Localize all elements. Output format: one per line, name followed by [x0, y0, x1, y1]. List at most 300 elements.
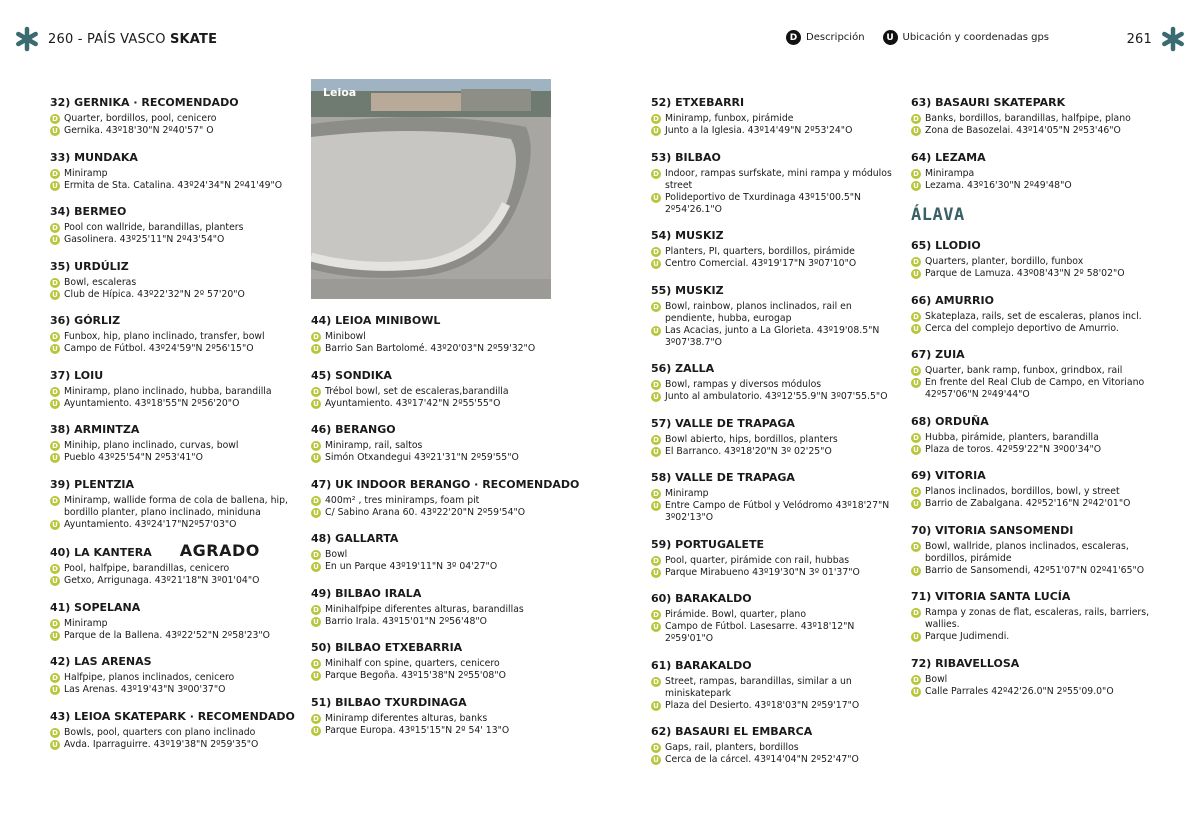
spot-description — [50, 222, 290, 234]
spot-location-text: Pueblo 43º25'54"N 2º53'41"O — [64, 452, 203, 463]
spot-description — [911, 365, 1171, 377]
spot-title-text: 69) VITORIA — [911, 469, 986, 482]
spot-description-text: Halfpipe, planos inclinados, cenicero — [64, 672, 235, 683]
spot-title — [50, 423, 290, 437]
spot-title-text: 53) BILBAO — [651, 150, 721, 164]
location-icon: U — [50, 290, 60, 300]
spot-location-text: C/ Sabino Arana 60. 43º22'20"N 2º59'54"O — [325, 506, 526, 518]
spot-entry — [911, 348, 1171, 401]
spot-description — [651, 168, 896, 192]
description-icon: D — [311, 332, 321, 342]
spot-entry — [911, 294, 1171, 335]
spot-location-text: Centro Comercial. 43º19'17"N 3º07'10"O — [665, 258, 857, 269]
spot-title-text: 59) PORTUGALETE — [651, 537, 765, 551]
spot-title — [311, 532, 551, 546]
spot-location-text: Parque Judimendi. — [925, 631, 1010, 642]
spot-description-text: Pool con wallride, barandillas, planters — [64, 222, 244, 233]
spot-title-text: 58) VALLE DE TRAPAGA — [651, 471, 795, 484]
location-icon: U — [911, 324, 921, 334]
spot-description — [651, 379, 896, 391]
description-icon: D — [50, 332, 60, 342]
spot-location — [911, 125, 1171, 137]
spot-title — [651, 725, 896, 739]
spot-location-text: Ayuntamiento. 43º17'42"N 2º55'55"O — [325, 397, 501, 409]
spot-description-text: Indoor, rampas surfskate, mini rampa y módulos street — [665, 167, 892, 191]
spot-location — [911, 498, 1171, 510]
spot-description — [311, 713, 551, 725]
spot-title-text: 60) BARAKALDO — [651, 592, 752, 605]
location-icon: U — [50, 399, 60, 409]
location-icon: U — [651, 701, 661, 711]
spot-description — [911, 432, 1171, 444]
description-icon: D — [651, 556, 661, 566]
spot-entry — [311, 369, 551, 410]
spot-title-text: 32) GERNIKA · RECOMENDADO — [50, 96, 239, 109]
spot-title-text: 36) GÓRLIZ — [50, 314, 121, 327]
spot-location — [651, 567, 896, 579]
spot-entry — [651, 362, 896, 403]
spot-description-text: Miniramp, rail, saltos — [325, 440, 423, 451]
spot-description-text: Minihalfpipe diferentes alturas, barandillas — [325, 603, 524, 615]
spot-description-text: Funbox, hip, plano inclinado, transfer, bowl — [64, 331, 265, 342]
location-icon: U — [311, 344, 321, 354]
spot-entry — [911, 657, 1171, 698]
column-1 — [50, 96, 295, 764]
spot-location — [651, 391, 896, 403]
location-icon: U — [651, 126, 661, 136]
spot-description — [911, 168, 1171, 180]
location-icon: U — [311, 617, 321, 627]
spot-location — [651, 446, 896, 458]
spot-title — [651, 592, 896, 606]
location-icon: U — [651, 193, 661, 203]
description-icon: D — [50, 114, 60, 124]
spot-title — [50, 96, 290, 110]
spot-location — [50, 452, 290, 464]
spot-description-text: Bowl, escaleras — [64, 276, 137, 288]
region-heading-alava: ÁLAVA — [911, 205, 965, 225]
spot-description — [911, 674, 1171, 686]
spot-title-text: 35) URDÚLIZ — [50, 259, 129, 273]
description-icon: D — [651, 169, 661, 179]
spot-location — [651, 325, 896, 349]
spot-location-text: Las Arenas. 43º19'43"N 3º00'37"O — [64, 684, 226, 695]
spot-location — [50, 234, 290, 246]
spot-entry — [311, 477, 580, 519]
location-icon: U — [911, 378, 921, 388]
spot-entry — [911, 469, 1171, 510]
spot-description — [651, 301, 896, 325]
location-icon: U — [911, 632, 921, 642]
spot-entry — [911, 590, 1171, 643]
spot-location — [911, 565, 1171, 577]
spot-location — [651, 754, 896, 766]
description-icon: D — [651, 743, 661, 753]
spot-location-text: Parque de Lamuza. 43º08'43"N 2º 58'02"O — [925, 268, 1125, 279]
spot-title — [311, 314, 551, 328]
spot-title-text: 38) ARMINTZA — [50, 423, 140, 436]
spot-title — [651, 471, 896, 485]
spot-entry — [911, 96, 1171, 137]
spot-location — [50, 684, 290, 696]
description-icon: D — [911, 542, 921, 552]
spot-description — [50, 727, 290, 739]
spot-title-text: 33) MUNDAKA — [50, 150, 138, 164]
spot-location — [50, 630, 290, 642]
spot-description-text: Planters, PI, quarters, bordillos, pirámide — [665, 246, 855, 257]
spot-title — [50, 478, 290, 492]
spot-title — [911, 590, 1171, 604]
spot-description-text: Miniramp, wallide forma de cola de ballena, hip, bordillo planter, plano inclinado, miniduna — [64, 494, 288, 518]
spot-title — [50, 205, 290, 219]
description-icon: D — [911, 114, 921, 124]
legend-location-label: Ubicación y coordenadas gps — [902, 32, 1050, 43]
spot-entry — [651, 592, 896, 645]
spot-description-text: 400m² , tres miniramps, foam pit — [325, 494, 480, 506]
spot-title — [50, 260, 290, 274]
header-right — [1127, 24, 1186, 54]
spot-description-text: Bowls, pool, quarters con plano inclinado — [64, 726, 256, 738]
spot-title — [911, 294, 1171, 308]
description-icon: D — [911, 675, 921, 685]
description-icon: D — [50, 496, 60, 506]
snowflake-icon — [1160, 26, 1186, 52]
location-icon: U — [651, 568, 661, 578]
description-icon: D — [311, 441, 321, 451]
location-icon: U — [911, 269, 921, 279]
spot-location-text: Zona de Basozelai. 43º14'05"N 2º53'46"O — [925, 125, 1121, 136]
spot-title-text: 47) UK INDOOR BERANGO · RECOMENDADO — [311, 477, 580, 491]
description-icon: D — [311, 387, 321, 397]
spot-title-text: 65) LLODIO — [911, 239, 981, 252]
spot-description — [50, 618, 290, 630]
spot-entry — [311, 696, 551, 737]
spot-title — [651, 229, 896, 243]
description-icon: D — [311, 659, 321, 669]
spot-title — [50, 369, 290, 383]
description-icon: D — [651, 380, 661, 390]
spot-entry — [311, 587, 551, 628]
spot-description — [651, 742, 896, 754]
spot-location-text: Polideportivo de Txurdinaga 43º15'00.5"N 2º54'26.1"O — [665, 191, 861, 215]
location-icon: U — [311, 671, 321, 681]
description-icon: D — [50, 387, 60, 397]
location-icon: U — [911, 126, 921, 136]
spot-location — [50, 125, 290, 137]
description-icon: D — [50, 223, 60, 233]
spot-title — [50, 601, 290, 615]
spot-description — [911, 113, 1171, 125]
spot-location-text: Parque Mirabueno 43º19'30"N 3º 01'37"O — [665, 566, 860, 578]
description-icon: D — [911, 608, 921, 618]
spot-entry — [911, 524, 1171, 577]
spot-location-text: Barrio Irala. 43º15'01"N 2º56'48"O — [325, 615, 487, 627]
description-icon: D — [911, 433, 921, 443]
spot-location-text: Barrio de Sansomendi, 42º51'07"N 02º41'65"O — [925, 564, 1145, 576]
right-page-number: 261 — [1126, 31, 1152, 47]
spot-location-text: Cerca de la cárcel. 43º14'04"N 2º52'47"O — [665, 754, 859, 765]
spot-description — [651, 609, 896, 621]
spot-description — [311, 604, 551, 616]
spot-description-text: Planos inclinados, bordillos, bowl, y street — [925, 486, 1120, 497]
spot-description — [311, 386, 551, 398]
spot-entry — [311, 641, 551, 682]
spot-title-text: 56) ZALLA — [651, 362, 715, 375]
spot-entry — [651, 229, 896, 270]
location-icon: U — [911, 181, 921, 191]
header-left — [14, 24, 217, 54]
left-section: - PAÍS VASCO — [77, 31, 166, 47]
spot-location-text: Campo de Fútbol. 43º24'59"N 2º56'15"O — [64, 343, 254, 354]
location-icon: U — [311, 453, 321, 463]
spot-location — [311, 343, 551, 355]
description-icon: D — [911, 312, 921, 322]
spot-location-text: Ayuntamiento. 43º24'17"N2º57'03"O — [64, 518, 237, 530]
spot-description-text: Miniramp — [64, 617, 108, 629]
spot-description-text: Miniramp — [64, 167, 108, 179]
description-icon: D — [50, 278, 60, 288]
spot-description — [50, 495, 290, 519]
spot-location — [911, 686, 1171, 698]
spot-location — [311, 616, 551, 628]
spot-description — [911, 607, 1171, 631]
spot-title-text: 42) LAS ARENAS — [50, 655, 152, 668]
spot-description — [311, 440, 551, 452]
spot-title-text: 64) LEZAMA — [911, 150, 986, 164]
spot-title-text: 34) BERMEO — [50, 205, 127, 218]
spot-location-text: Parque Begoña. 43º15'38"N 2º55'08"O — [325, 670, 506, 681]
spot-entry — [651, 96, 896, 137]
location-icon: U — [911, 499, 921, 509]
spot-location-text: Ayuntamiento. 43º18'55"N 2º56'20"O — [64, 397, 240, 409]
spot-title — [911, 524, 1171, 538]
spot-description-text: Miniramp diferentes alturas, banks — [325, 712, 488, 724]
spot-entry — [50, 205, 290, 246]
spot-description — [651, 488, 896, 500]
description-icon: D — [50, 673, 60, 683]
spot-title-text: 57) VALLE DE TRAPAGA — [651, 416, 795, 430]
spot-location — [50, 343, 290, 355]
description-icon: D — [911, 366, 921, 376]
spot-location-text: Getxo, Arrigunaga. 43º21'18"N 3º01'04"O — [64, 575, 260, 586]
spot-description-text: Pool, quarter, pirámide con rail, hubbas — [665, 554, 850, 566]
spot-location — [311, 670, 551, 682]
spot-title — [911, 657, 1171, 671]
spot-location — [50, 289, 290, 301]
spot-location-text: Simón Otxandegui 43º21'31"N 2º59'55"O — [325, 452, 519, 463]
spot-description-text: Skateplaza, rails, set de escaleras, planos incl. — [925, 310, 1142, 322]
column-2 — [311, 314, 580, 750]
description-icon: D — [311, 496, 321, 506]
spot-description-text: Miniramp, funbox, pirámide — [665, 113, 794, 124]
spot-description-text: Bowl, rainbow, planos inclinados, rail en pendiente, hubba, eurogap — [665, 300, 852, 324]
spot-description-text: Street, rampas, barandillas, similar a un miniskatepark — [665, 675, 852, 699]
spot-title-text: 45) SONDIKA — [311, 368, 392, 382]
description-icon: D — [651, 489, 661, 499]
spot-description — [911, 486, 1171, 498]
description-icon: D — [651, 247, 661, 257]
spot-entry — [651, 151, 896, 216]
description-icon: D — [50, 169, 60, 179]
spot-title-text: 52) ETXEBARRI — [651, 96, 745, 109]
location-icon: U — [50, 520, 60, 530]
spot-description — [311, 549, 551, 561]
location-icon: U — [50, 235, 60, 245]
spot-title-text: 43) LEIOA SKATEPARK · RECOMENDADO — [50, 709, 295, 723]
location-icon: U — [50, 344, 60, 354]
spot-entry — [50, 601, 290, 642]
spot-location-text: Parque Europa. 43º15'15"N 2º 54' 13"O — [325, 724, 510, 736]
spot-title — [311, 641, 551, 655]
legend — [786, 30, 1049, 45]
description-icon: D — [911, 169, 921, 179]
spot-title-text: 61) BARAKALDO — [651, 658, 752, 672]
spot-entry — [651, 471, 896, 524]
spot-description-text: Quarters, planter, bordillo, funbox — [925, 256, 1084, 267]
spot-location-text: Club de Hípica. 43º22'32"N 2º 57'20"O — [64, 288, 245, 300]
spot-description-text: Miniramp, plano inclinado, hubba, barandilla — [64, 385, 272, 397]
spot-description — [311, 658, 551, 670]
spot-description — [911, 311, 1171, 323]
location-icon: U — [50, 576, 60, 586]
spot-description-text: Trébol bowl, set de escaleras,barandilla — [325, 385, 509, 397]
description-icon: D — [911, 487, 921, 497]
left-section-bold: SKATE — [169, 31, 218, 47]
spot-location-text: Avda. Iparraguirre. 43º19'38"N 2º59'35"O — [64, 738, 259, 750]
spot-entry — [651, 538, 896, 579]
spot-description-text: Bowl abierto, hips, bordillos, planters — [665, 433, 838, 445]
spot-description — [651, 676, 896, 700]
spot-title — [50, 655, 290, 669]
snowflake-icon — [14, 26, 40, 52]
spot-location-text: Plaza del Desierto. 43º18'03"N 2º59'17"O — [665, 699, 860, 711]
spot-title — [651, 538, 896, 552]
spot-entry — [50, 369, 290, 410]
spot-description-text: Minihalf con spine, quarters, cenicero — [325, 658, 500, 669]
spot-description — [651, 246, 896, 258]
spot-location-text: Gernika. 43º18'30"N 2º40'57" O — [64, 125, 214, 136]
spot-title-text: 44) LEIOA MINIBOWL — [311, 314, 441, 327]
skatepark-photo — [311, 79, 551, 299]
spot-entry — [311, 532, 551, 573]
location-icon: U — [911, 687, 921, 697]
spot-title — [50, 709, 295, 724]
spot-title-text: 51) BILBAO TXURDINAGA — [311, 695, 467, 709]
location-icon: U — [651, 755, 661, 765]
spot-title — [311, 477, 580, 492]
spot-location — [311, 398, 551, 410]
spot-description-text: Pirámide. Bowl, quarter, plano — [665, 609, 807, 620]
spot-title — [50, 541, 290, 560]
spot-location — [651, 621, 896, 645]
spot-entry — [50, 478, 290, 531]
spot-description-text: Quarter, bordillos, pool, cenicero — [64, 113, 217, 124]
spot-description-text: Banks, bordillos, barandillas, halfpipe, plano — [925, 113, 1131, 124]
column-3 — [651, 96, 896, 780]
spot-location-text: Lezama. 43º16'30"N 2º49'48"O — [925, 179, 1072, 191]
description-icon: D — [651, 114, 661, 124]
spot-description — [50, 563, 290, 575]
spot-location — [311, 452, 551, 464]
spot-location — [911, 631, 1171, 643]
spot-title-text: 67) ZUIA — [911, 348, 965, 361]
description-icon: D — [50, 564, 60, 574]
spot-description — [50, 672, 290, 684]
location-icon: U — [651, 501, 661, 511]
spot-location — [911, 444, 1171, 456]
spot-location — [651, 125, 896, 137]
spot-title — [911, 96, 1171, 110]
spot-description — [311, 495, 551, 507]
spot-entry — [50, 655, 290, 696]
spot-description-text: Minibowl — [325, 331, 366, 342]
bowl-image — [311, 79, 551, 299]
location-icon: U — [911, 566, 921, 576]
spot-location-text: Junto al ambulatorio. 43º12'55.9"N 3º07'55.5"O — [665, 391, 888, 402]
spot-location — [50, 739, 290, 751]
spot-title-text: 39) PLENTZIA — [50, 477, 135, 491]
spot-title — [911, 151, 1171, 165]
spot-description — [50, 277, 290, 289]
spot-title-text: 62) BASAURI EL EMBARCA — [651, 725, 813, 738]
spot-title-text: 63) BASAURI SKATEPARK — [911, 96, 1066, 109]
legend-description-label: Descripción — [806, 32, 865, 43]
spot-description — [50, 168, 290, 180]
spot-location-text: Barrio de Zabalgana. 42º52'16"N 2º42'01"O — [925, 498, 1131, 509]
spot-location-text: Las Acacias, junto a La Glorieta. 43º19'08.5"N 3º07'38.7"O — [665, 324, 880, 348]
spot-location-text: Plaza de toros. 42º59'22"N 3º00'34"O — [925, 443, 1102, 455]
spot-location — [50, 180, 290, 192]
left-page-number: 260 — [48, 31, 74, 47]
spot-description — [50, 331, 290, 343]
location-icon: U — [50, 126, 60, 136]
spot-title — [911, 415, 1171, 429]
spot-location-text: Parque de la Ballena. 43º22'52"N 2º58'23"O — [64, 629, 271, 641]
spot-title-text: 40) LA KANTERA — [50, 546, 152, 559]
spot-entry — [311, 423, 551, 464]
spot-title — [911, 239, 1171, 253]
description-icon: D — [50, 728, 60, 738]
spot-title-text: 50) BILBAO ETXEBARRIA — [311, 641, 463, 654]
spot-location — [50, 519, 290, 531]
spot-entry — [50, 709, 295, 751]
spot-description-text: Rampa y zonas de flat, escaleras, rails, barriers, wallies. — [925, 607, 1150, 630]
spot-entry — [50, 541, 290, 587]
spot-title — [651, 659, 896, 673]
spot-description-text: Minihip, plano inclinado, curvas, bowl — [64, 440, 239, 451]
spot-title — [651, 362, 896, 376]
left-page-heading — [48, 32, 217, 47]
description-icon: D — [50, 441, 60, 451]
spot-location — [651, 700, 896, 712]
spot-location — [651, 258, 896, 270]
spot-title-text: 37) LOIU — [50, 368, 104, 382]
spot-entry — [50, 260, 290, 301]
description-icon: D — [911, 257, 921, 267]
spot-entry — [651, 659, 896, 712]
spot-title-text: 66) AMURRIO — [911, 293, 994, 307]
spot-entry — [50, 423, 290, 464]
spot-title — [651, 151, 896, 165]
spot-location-text: Gasolinera. 43º25'11"N 2º43'54"O — [64, 234, 225, 245]
spot-title-text: 68) ORDUÑA — [911, 414, 989, 428]
location-icon: U — [651, 326, 661, 336]
spot-description — [651, 113, 896, 125]
spot-location-text: Junto a la Iglesia. 43º14'49"N 2º53'24"O — [665, 125, 853, 136]
spot-location — [311, 507, 551, 519]
spot-title — [311, 423, 551, 437]
spot-location — [911, 323, 1171, 335]
